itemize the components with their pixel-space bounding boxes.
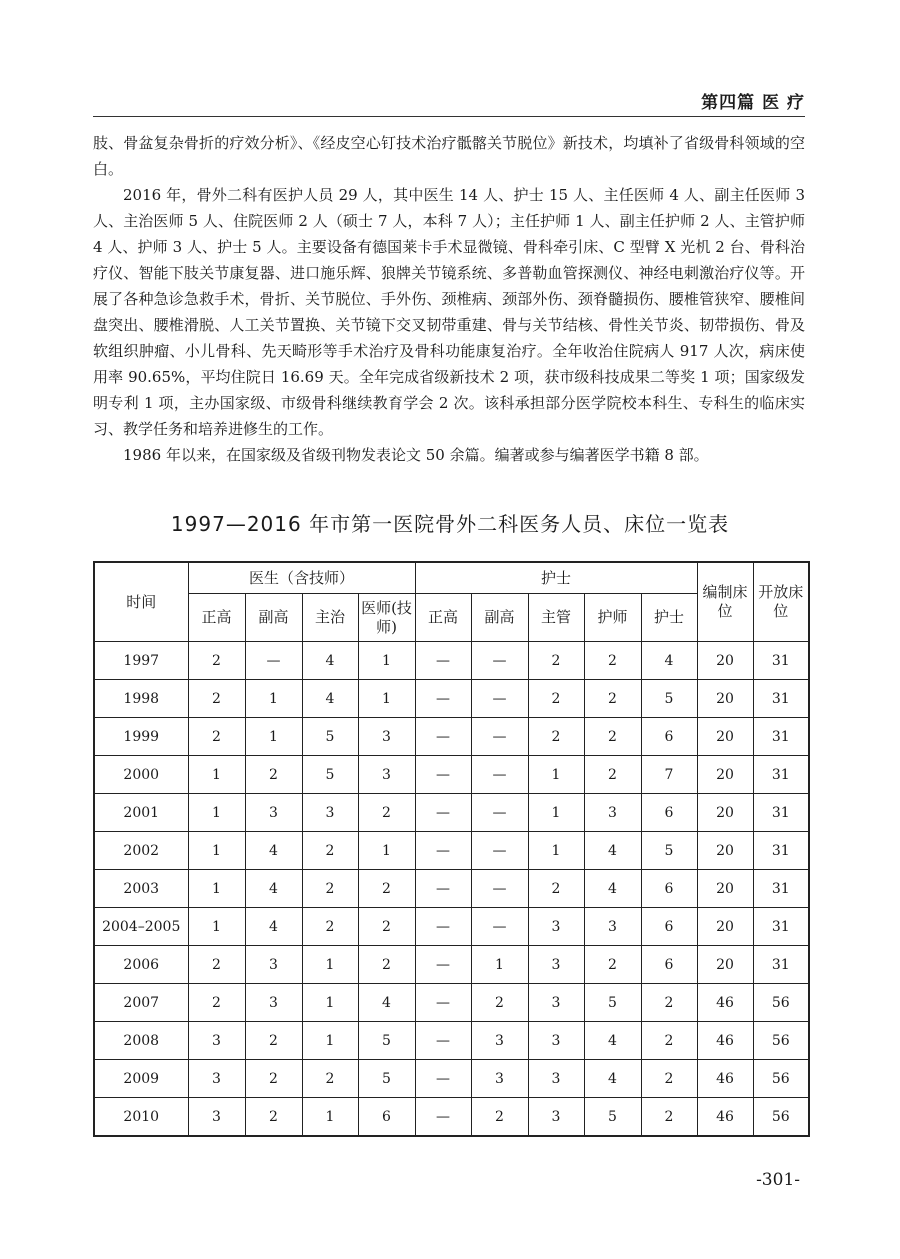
table-cell-year: 1999: [94, 718, 188, 756]
table-cell: 1: [302, 984, 358, 1022]
table-cell: 3: [584, 908, 641, 946]
table-cell-year: 2007: [94, 984, 188, 1022]
table-cell: 2: [245, 756, 302, 794]
header-doctor-resident: 医师(技师): [358, 594, 415, 642]
table-cell: —: [415, 908, 471, 946]
table-cell-year: 1998: [94, 680, 188, 718]
table-cell: 56: [753, 1098, 809, 1137]
table-cell: 5: [302, 718, 358, 756]
table-cell: 3: [528, 908, 584, 946]
table-cell: 4: [584, 1022, 641, 1060]
table-cell: 1: [188, 870, 245, 908]
table-cell: 31: [753, 908, 809, 946]
table-cell: 3: [245, 794, 302, 832]
table-cell: 2: [584, 756, 641, 794]
table-row: [94, 870, 809, 908]
table-cell: 20: [697, 718, 753, 756]
table-cell: 56: [753, 984, 809, 1022]
table-cell: —: [415, 794, 471, 832]
table-cell: 31: [753, 642, 809, 680]
header-time: 时间: [94, 562, 188, 642]
body-text: [93, 130, 805, 468]
table-cell: 4: [302, 680, 358, 718]
table-row: [94, 718, 809, 756]
header-doctors-group: 医生（含技师）: [188, 562, 415, 594]
table-cell-year: 2008: [94, 1022, 188, 1060]
table-title: 1997—2016 年市第一医院骨外二科医务人员、床位一览表: [170, 512, 730, 536]
table-cell: 6: [641, 870, 697, 908]
table-cell: 20: [697, 870, 753, 908]
table-cell: —: [471, 832, 528, 870]
table-cell: —: [245, 642, 302, 680]
table-cell: —: [415, 756, 471, 794]
table-cell: 20: [697, 908, 753, 946]
table-cell: 20: [697, 794, 753, 832]
section-title: 第四篇 医 疗: [701, 93, 805, 113]
table-cell: 1: [358, 642, 415, 680]
table-cell: 2: [528, 680, 584, 718]
table-cell: 2: [471, 1098, 528, 1137]
table-cell: 2: [584, 680, 641, 718]
header-doctor-senior: 正高: [188, 594, 245, 642]
table-cell-year: 1997: [94, 642, 188, 680]
table-cell: —: [415, 1060, 471, 1098]
table-cell: 2: [641, 1060, 697, 1098]
table-cell: 3: [358, 756, 415, 794]
page-number: -301-: [756, 1170, 800, 1190]
table-cell: 6: [641, 908, 697, 946]
table-cell: 3: [528, 946, 584, 984]
page-header: [93, 86, 805, 117]
staff-beds-table: [93, 561, 810, 1137]
header-nurse-associate: 副高: [471, 594, 528, 642]
table-cell: 2: [302, 908, 358, 946]
table-cell: 3: [245, 984, 302, 1022]
table-cell: 2: [641, 1098, 697, 1137]
table-cell: 1: [302, 946, 358, 984]
table-cell: 2: [245, 1022, 302, 1060]
table-cell: 2: [188, 642, 245, 680]
table-cell: 3: [528, 984, 584, 1022]
table-cell: 6: [358, 1098, 415, 1137]
table-cell: 3: [302, 794, 358, 832]
table-cell: 1: [358, 832, 415, 870]
table-row: [94, 756, 809, 794]
table-cell: 6: [641, 946, 697, 984]
table-cell: 2: [358, 946, 415, 984]
table-cell: 2: [188, 984, 245, 1022]
table-cell: 1: [471, 946, 528, 984]
table-cell: 5: [358, 1022, 415, 1060]
table-cell: 4: [358, 984, 415, 1022]
table-cell: 1: [245, 718, 302, 756]
table-cell: 3: [245, 946, 302, 984]
table-cell: 5: [358, 1060, 415, 1098]
table-cell: —: [471, 870, 528, 908]
table-row: [94, 642, 809, 680]
table-cell: 5: [584, 1098, 641, 1137]
table-cell: 2: [471, 984, 528, 1022]
table-cell: 2: [302, 1060, 358, 1098]
table-row: [94, 908, 809, 946]
table-cell: 2: [188, 718, 245, 756]
table-cell: 2: [302, 870, 358, 908]
header-doctor-attending: 主治: [302, 594, 358, 642]
table-cell: 46: [697, 1098, 753, 1137]
table-cell: 4: [245, 832, 302, 870]
paragraph-1: 肢、骨盆复杂骨折的疗效分析》、《经皮空心钉技术治疗骶髂关节脱位》新技术，均填补了省级骨科领域的空白。: [93, 134, 805, 178]
table-cell: 31: [753, 946, 809, 984]
table-cell: —: [415, 832, 471, 870]
table-cell: 3: [584, 794, 641, 832]
table-cell: 2: [358, 870, 415, 908]
table-cell: 20: [697, 756, 753, 794]
table-cell: —: [471, 680, 528, 718]
table-cell-year: 2006: [94, 946, 188, 984]
table-cell-year: 2009: [94, 1060, 188, 1098]
table-cell: 4: [641, 642, 697, 680]
table-cell-year: 2002: [94, 832, 188, 870]
table-row: [94, 794, 809, 832]
table-cell: —: [415, 946, 471, 984]
table-cell: 2: [641, 1022, 697, 1060]
table-row: [94, 1098, 809, 1137]
table-cell: —: [471, 756, 528, 794]
table-cell: 3: [188, 1022, 245, 1060]
table-cell: 20: [697, 832, 753, 870]
table-row: [94, 680, 809, 718]
table-cell: 2: [188, 946, 245, 984]
table-cell: 4: [584, 832, 641, 870]
table-row: [94, 1060, 809, 1098]
table-cell: 1: [528, 756, 584, 794]
table-cell: 1: [302, 1022, 358, 1060]
table-cell: 1: [302, 1098, 358, 1137]
table-cell: 3: [471, 1060, 528, 1098]
table-cell: 2: [528, 642, 584, 680]
table-cell: 5: [584, 984, 641, 1022]
table-cell: 1: [528, 794, 584, 832]
table-cell: 6: [641, 718, 697, 756]
table-row: [94, 946, 809, 984]
table-cell: 56: [753, 1060, 809, 1098]
table-cell: 2: [188, 680, 245, 718]
table-cell: 3: [528, 1022, 584, 1060]
table-cell: 5: [641, 832, 697, 870]
table-cell: 2: [584, 946, 641, 984]
table-cell: 1: [188, 908, 245, 946]
table-cell: 1: [528, 832, 584, 870]
table-cell: 3: [358, 718, 415, 756]
table-cell-year: 2000: [94, 756, 188, 794]
table-cell: 4: [245, 908, 302, 946]
table-cell-year: 2010: [94, 1098, 188, 1137]
table-cell: 20: [697, 642, 753, 680]
table-cell: —: [471, 794, 528, 832]
table-cell: —: [415, 870, 471, 908]
table-cell: 4: [302, 642, 358, 680]
table-cell: 3: [528, 1098, 584, 1137]
table-row: [94, 1022, 809, 1060]
table-cell-year: 2001: [94, 794, 188, 832]
table-cell: 31: [753, 832, 809, 870]
table-cell: 2: [358, 908, 415, 946]
table-cell: 1: [358, 680, 415, 718]
table-cell: 1: [188, 832, 245, 870]
table-cell: —: [471, 642, 528, 680]
table-cell: 5: [641, 680, 697, 718]
table-cell: 5: [302, 756, 358, 794]
table-cell: 3: [528, 1060, 584, 1098]
header-doctor-associate: 副高: [245, 594, 302, 642]
header-nurses-group: 护士: [415, 562, 697, 594]
table-cell: 56: [753, 1022, 809, 1060]
table-cell: 31: [753, 680, 809, 718]
table-cell: 4: [584, 1060, 641, 1098]
paragraph-2: 2016 年，骨外二科有医护人员 29 人，其中医生 14 人、护士 15 人、主任医师 4 人、副主任医师 3 人、主治医师 5 人、住院医师 2 人（硕士 7 人，本科 7 人）；主任护师 1 人、副主任护师 2 人、主管护师 4 人、护师 3 人、护士 5 人。主要设备有德国莱卡手术显微镜、骨科牵引床、C 型臂 X 光机 2 台、骨科治疗仪、智能下肢关节康复器、进口施乐辉、狼牌关节镜系统、多普勒血管探测仪、神经电刺激治疗仪等。开展了各种急诊急救手术，骨折、关节脱位、手外伤、颈椎病、颈部外伤、颈脊髓损伤、腰椎管狭窄、腰椎间盘突出、腰椎滑脱、人工关节置换、关节镜下交叉韧带重建、骨与关节结核、骨性关节炎、韧带损伤、骨及软组织肿瘤、小儿骨科、先天畸形等手术治疗及骨科功能康复治疗。全年收治住院病人 917 人次，病床使用率 90.65%，平均住院日 16.69 天。全年完成省级新技术 2 项，获市级科技成果二等奖 1 项；国家级发明专利 1 项，主办国家级、市级骨科继续教育学会 2 次。该科承担部分医学院校本科生、专科生的临床实习、教学任务和培养进修生的工作。: [93, 186, 805, 438]
table-cell: 46: [697, 984, 753, 1022]
table-cell: 1: [188, 794, 245, 832]
table-cell-year: 2003: [94, 870, 188, 908]
table-cell: 46: [697, 1022, 753, 1060]
table-cell: 2: [584, 718, 641, 756]
table-cell: —: [415, 718, 471, 756]
table-cell: 2: [528, 870, 584, 908]
table-cell: 3: [471, 1022, 528, 1060]
table-cell: —: [415, 984, 471, 1022]
table-cell: —: [415, 642, 471, 680]
table-row: [94, 984, 809, 1022]
table-cell: 6: [641, 794, 697, 832]
table-cell: 1: [245, 680, 302, 718]
header-nurse-senior: 正高: [415, 594, 471, 642]
table-cell: 2: [584, 642, 641, 680]
table-cell-year: 2004–2005: [94, 908, 188, 946]
table-cell: —: [415, 1098, 471, 1137]
table-cell: —: [415, 1022, 471, 1060]
header-nurse-practitioner: 护师: [584, 594, 641, 642]
header-nurse: 护士: [641, 594, 697, 642]
table-cell: 1: [188, 756, 245, 794]
table-cell: 2: [302, 832, 358, 870]
table-cell: 2: [528, 718, 584, 756]
table-cell: 2: [358, 794, 415, 832]
table-body: [94, 642, 809, 1137]
table-cell: 31: [753, 794, 809, 832]
table-cell: —: [415, 680, 471, 718]
table-cell: 2: [245, 1098, 302, 1137]
paragraph-3: 1986 年以来，在国家级及省级刊物发表论文 50 余篇。编著或参与编著医学书籍 8 部。: [123, 446, 709, 464]
table-cell: 31: [753, 718, 809, 756]
header-planned-beds: 编制床位: [697, 562, 753, 642]
table-cell: 7: [641, 756, 697, 794]
table-cell: —: [471, 718, 528, 756]
table-cell: 31: [753, 756, 809, 794]
table-cell: 2: [641, 984, 697, 1022]
table-cell: 20: [697, 946, 753, 984]
table-cell: 4: [584, 870, 641, 908]
table-cell: 4: [245, 870, 302, 908]
header-nurse-supervisor: 主管: [528, 594, 584, 642]
header-open-beds: 开放床位: [753, 562, 809, 642]
table-cell: 31: [753, 870, 809, 908]
table-cell: 2: [245, 1060, 302, 1098]
table-cell: 20: [697, 680, 753, 718]
table-row: [94, 832, 809, 870]
table-cell: —: [471, 908, 528, 946]
table-cell: 3: [188, 1060, 245, 1098]
table-cell: 3: [188, 1098, 245, 1137]
table-cell: 46: [697, 1060, 753, 1098]
